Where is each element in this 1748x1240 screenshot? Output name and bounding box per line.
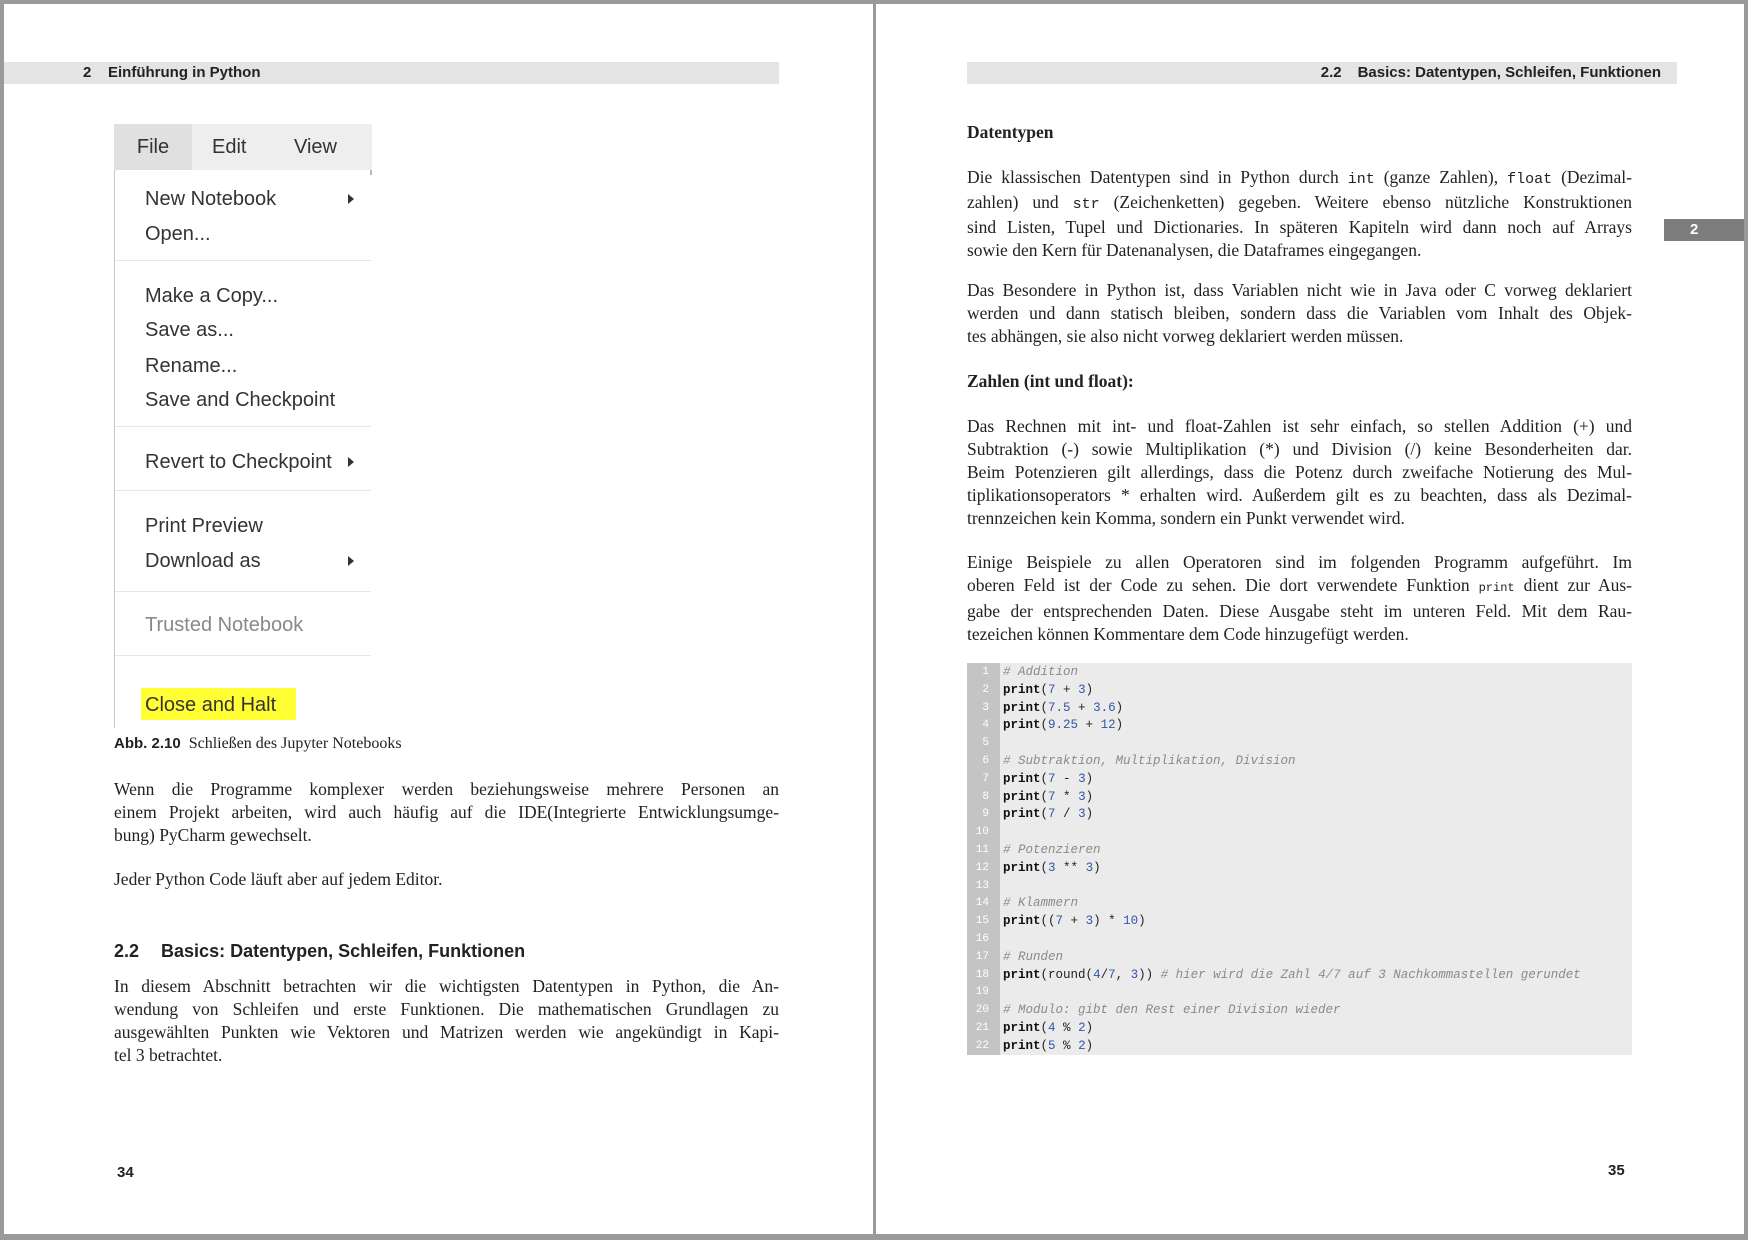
menu-border bbox=[114, 170, 115, 728]
caption-label: Abb. 2.10 bbox=[114, 735, 181, 752]
code-line bbox=[967, 663, 1632, 681]
text-line: Das Rechnen mit int- und float-Zahlen ist sehr einfach, so stellen Addition (+) und bbox=[967, 416, 1632, 436]
menu-item-make-copy[interactable]: Make a Copy... bbox=[145, 285, 279, 307]
menu-separator bbox=[115, 655, 371, 656]
code-line bbox=[967, 983, 1632, 1001]
menu-edit[interactable]: Edit bbox=[212, 136, 247, 158]
section-number: 2.2 bbox=[114, 941, 140, 961]
menu-border-right bbox=[370, 170, 372, 175]
code-line bbox=[967, 716, 1632, 734]
code-line bbox=[967, 770, 1632, 788]
text-line: Die klassischen Datentypen sind in Python durch int (ganze Zahlen), float (Dezimal- bbox=[967, 167, 1633, 188]
text-line: trennzeichen kein Komma, sondern ein Punkt verwendet wird. bbox=[967, 508, 1405, 528]
code-text: print((7 + 3) * 10) bbox=[1003, 914, 1146, 929]
line-number: 13 bbox=[975, 879, 989, 892]
heading-zahlen: Zahlen (int und float): bbox=[967, 371, 1134, 391]
header-chapter-number: 2 bbox=[83, 64, 92, 81]
menu-item-download-as[interactable]: Download as bbox=[145, 550, 261, 572]
code-line bbox=[967, 1019, 1632, 1037]
text-line: tes abhängen, sie also nicht vorweg deklariert werden müssen. bbox=[967, 326, 1404, 346]
paragraph-beispiele bbox=[967, 551, 1632, 646]
line-number: 18 bbox=[975, 968, 989, 981]
text-line: tezeichen können Kommentare dem Code hinzugefügt werden. bbox=[967, 624, 1409, 644]
section-title: Basics: Datentypen, Schleifen, Funktionen bbox=[161, 941, 526, 961]
line-number: 6 bbox=[982, 755, 989, 767]
code-text: print(3 ** 3) bbox=[1003, 860, 1101, 875]
inline-code-int: int bbox=[1347, 171, 1375, 188]
paragraph-rechnen bbox=[967, 415, 1632, 530]
code-line bbox=[967, 681, 1632, 699]
code-line bbox=[967, 752, 1632, 770]
running-header-right bbox=[967, 62, 1677, 84]
code-text: # Klammern bbox=[1003, 896, 1079, 911]
text-line: zahlen) und str (Zeichenketten) gegeben. Weitere ebenso nützliche Konstruktionen bbox=[967, 192, 1632, 213]
line-number: 8 bbox=[982, 790, 989, 803]
code-text: print(round(4/7, 3)) # hier wird die Zahl 4/7 auf 3 Nachkommastellen gerundet bbox=[1003, 967, 1581, 982]
menu-view[interactable]: View bbox=[294, 136, 337, 158]
text-line: oberen Feld ist der Code zu sehen. Die dort verwendete Funktion print dient zur Aus- bbox=[967, 575, 1633, 595]
line-number: 17 bbox=[975, 950, 989, 963]
paragraph-ide bbox=[114, 778, 779, 847]
right-page bbox=[876, 4, 1744, 1234]
code-line bbox=[967, 805, 1632, 823]
line-number: 5 bbox=[982, 737, 989, 750]
paragraph-editor bbox=[114, 868, 779, 891]
text-line: einem Projekt arbeiten, wird auch häufig auf die IDE(Integrierte Entwicklungsumge- bbox=[114, 802, 779, 822]
text-line: ausgewählten Punkten wie Vektoren und Matrizen werden wie angekündigt in Kapi- bbox=[114, 1022, 779, 1042]
line-number: 14 bbox=[975, 897, 989, 910]
menu-item-trusted-notebook: Trusted Notebook bbox=[145, 614, 304, 636]
inline-code-str: str bbox=[1072, 196, 1100, 213]
code-listing bbox=[967, 663, 1632, 1055]
code-line bbox=[967, 734, 1632, 752]
text-line: gabe der entsprechenden Daten. Diese Ausgabe steht im unteren Feld. Mit dem Rau- bbox=[967, 601, 1632, 621]
left-page bbox=[4, 4, 873, 1234]
text-line: sind Listen, Tupel und Dictionaries. In späteren Kapiteln wird dann noch auf Arrays bbox=[967, 217, 1632, 237]
menu-item-print-preview[interactable]: Print Preview bbox=[145, 515, 263, 537]
code-text: print(7.5 + 3.6) bbox=[1003, 700, 1124, 715]
code-text: # Modulo: gibt den Rest einer Division wieder bbox=[1003, 1003, 1341, 1018]
paragraph-variablen bbox=[967, 279, 1632, 348]
menu-item-save-as[interactable]: Save as... bbox=[145, 319, 234, 341]
code-line bbox=[967, 788, 1632, 806]
menu-item-save-checkpoint[interactable]: Save and Checkpoint bbox=[145, 389, 336, 411]
code-text: print(5 % 2) bbox=[1003, 1038, 1094, 1053]
line-number: 21 bbox=[975, 1022, 989, 1034]
line-number: 19 bbox=[975, 986, 989, 999]
code-text: # Potenzieren bbox=[1003, 843, 1101, 857]
text-line: Das Besondere in Python ist, dass Variablen nicht wie in Java oder C vorweg deklariert bbox=[967, 280, 1632, 300]
paragraph-datentypen bbox=[967, 166, 1632, 262]
code-text: print(7 / 3) bbox=[1003, 807, 1094, 822]
code-line bbox=[967, 877, 1632, 895]
code-line bbox=[967, 859, 1632, 877]
code-text: print(7 + 3) bbox=[1003, 682, 1094, 697]
menu-separator bbox=[115, 591, 371, 592]
code-text: # Runden bbox=[1003, 949, 1064, 964]
submenu-arrow-icon bbox=[348, 457, 354, 467]
jupyter-file-menu-screenshot bbox=[114, 124, 372, 728]
code-line bbox=[967, 699, 1632, 717]
text-line: sowie den Kern für Datenanalysen, die Dataframes eingegangen. bbox=[967, 240, 1422, 260]
menu-item-close-halt[interactable]: Close and Halt bbox=[145, 694, 277, 716]
text-line: In diesem Abschnitt betrachten wir die wichtigsten Datentypen in Python, die An- bbox=[114, 976, 779, 996]
code-line bbox=[967, 1001, 1632, 1019]
code-text: # Subtraktion, Multiplikation, Division bbox=[1003, 754, 1296, 768]
line-number: 15 bbox=[975, 915, 989, 928]
text-line: wendung von Schleifen und erste Funktionen. Die mathematischen Grundlagen zu bbox=[114, 999, 779, 1019]
text-line: werden und dann statisch bleiben, sondern dass die Variablen vom Inhalt des Objek- bbox=[967, 303, 1632, 323]
line-number: 16 bbox=[975, 933, 989, 945]
text-line: Jeder Python Code läuft aber auf jedem Editor. bbox=[114, 869, 443, 889]
code-line bbox=[967, 912, 1632, 930]
line-number: 9 bbox=[982, 808, 989, 821]
line-number: 2 bbox=[982, 683, 989, 696]
caption-text: Schließen des Jupyter Notebooks bbox=[188, 735, 402, 752]
submenu-arrow-icon bbox=[348, 194, 354, 204]
menu-separator bbox=[115, 426, 371, 427]
chapter-thumb-tab: 2 bbox=[1664, 219, 1744, 241]
code-line bbox=[967, 1037, 1632, 1055]
section-heading bbox=[114, 941, 525, 962]
header-section-title: Basics: Datentypen, Schleifen, Funktionen bbox=[1357, 64, 1661, 81]
figure-caption bbox=[114, 735, 402, 753]
submenu-arrow-icon bbox=[348, 556, 354, 566]
line-number: 22 bbox=[975, 1039, 989, 1052]
line-number: 1 bbox=[982, 666, 989, 678]
menu-separator bbox=[115, 260, 371, 261]
header-chapter-title: Einführung in Python bbox=[108, 64, 261, 81]
page-number: 35 bbox=[1608, 1162, 1625, 1179]
menu-file[interactable]: File bbox=[114, 124, 192, 170]
menu-separator bbox=[115, 490, 371, 491]
inline-code-print: print bbox=[1478, 581, 1515, 595]
text-line: Einige Beispiele zu allen Operatoren sind im folgenden Programm aufgeführt. Im bbox=[967, 552, 1632, 572]
code-line bbox=[967, 966, 1632, 984]
code-text: print(9.25 + 12) bbox=[1003, 718, 1124, 733]
running-header-left bbox=[4, 62, 779, 84]
code-text: print(4 % 2) bbox=[1003, 1021, 1094, 1035]
code-text: print(7 * 3) bbox=[1003, 789, 1094, 804]
menubar bbox=[114, 124, 372, 170]
line-number: 10 bbox=[975, 826, 989, 839]
heading-datentypen: Datentypen bbox=[967, 122, 1054, 142]
text-line: tiplikationsoperators * erhalten wird. Außerdem gilt es zu beachten, dass als Dezimal- bbox=[967, 485, 1632, 505]
text-line: Subtraktion (-) sowie Multiplikation (*) und Division (/) keine Besonderheiten dar. bbox=[967, 439, 1632, 459]
inline-code-float: float bbox=[1507, 171, 1553, 188]
page-number: 34 bbox=[117, 1164, 134, 1181]
text-line: Beim Potenzieren gilt allerdings, dass die Potenz durch zweifache Notierung des Mul- bbox=[967, 462, 1632, 482]
header-section-number: 2.2 bbox=[1320, 64, 1342, 81]
menu-item-rename[interactable]: Rename... bbox=[145, 355, 238, 377]
line-number: 4 bbox=[982, 719, 989, 732]
menu-item-new-notebook[interactable]: New Notebook bbox=[145, 188, 277, 210]
text-line: tel 3 betrachtet. bbox=[114, 1045, 223, 1065]
text-line: bung) PyCharm gewechselt. bbox=[114, 825, 312, 845]
code-text: # Addition bbox=[1003, 665, 1079, 679]
paragraph-section-intro bbox=[114, 975, 779, 1067]
code-text: print(7 - 3) bbox=[1003, 771, 1094, 786]
text-line: Wenn die Programme komplexer werden beziehungsweise mehrere Personen an bbox=[114, 779, 779, 799]
line-number: 11 bbox=[975, 844, 989, 856]
code-line bbox=[967, 841, 1632, 859]
line-number: 3 bbox=[982, 701, 989, 714]
code-line bbox=[967, 894, 1632, 912]
code-line bbox=[967, 930, 1632, 948]
line-number: 20 bbox=[975, 1004, 989, 1017]
line-number: 12 bbox=[975, 861, 989, 874]
line-number: 7 bbox=[982, 772, 989, 785]
code-line bbox=[967, 823, 1632, 841]
code-line bbox=[967, 948, 1632, 966]
menu-item-revert-checkpoint[interactable]: Revert to Checkpoint bbox=[145, 451, 332, 473]
menu-item-open[interactable]: Open... bbox=[145, 223, 211, 245]
